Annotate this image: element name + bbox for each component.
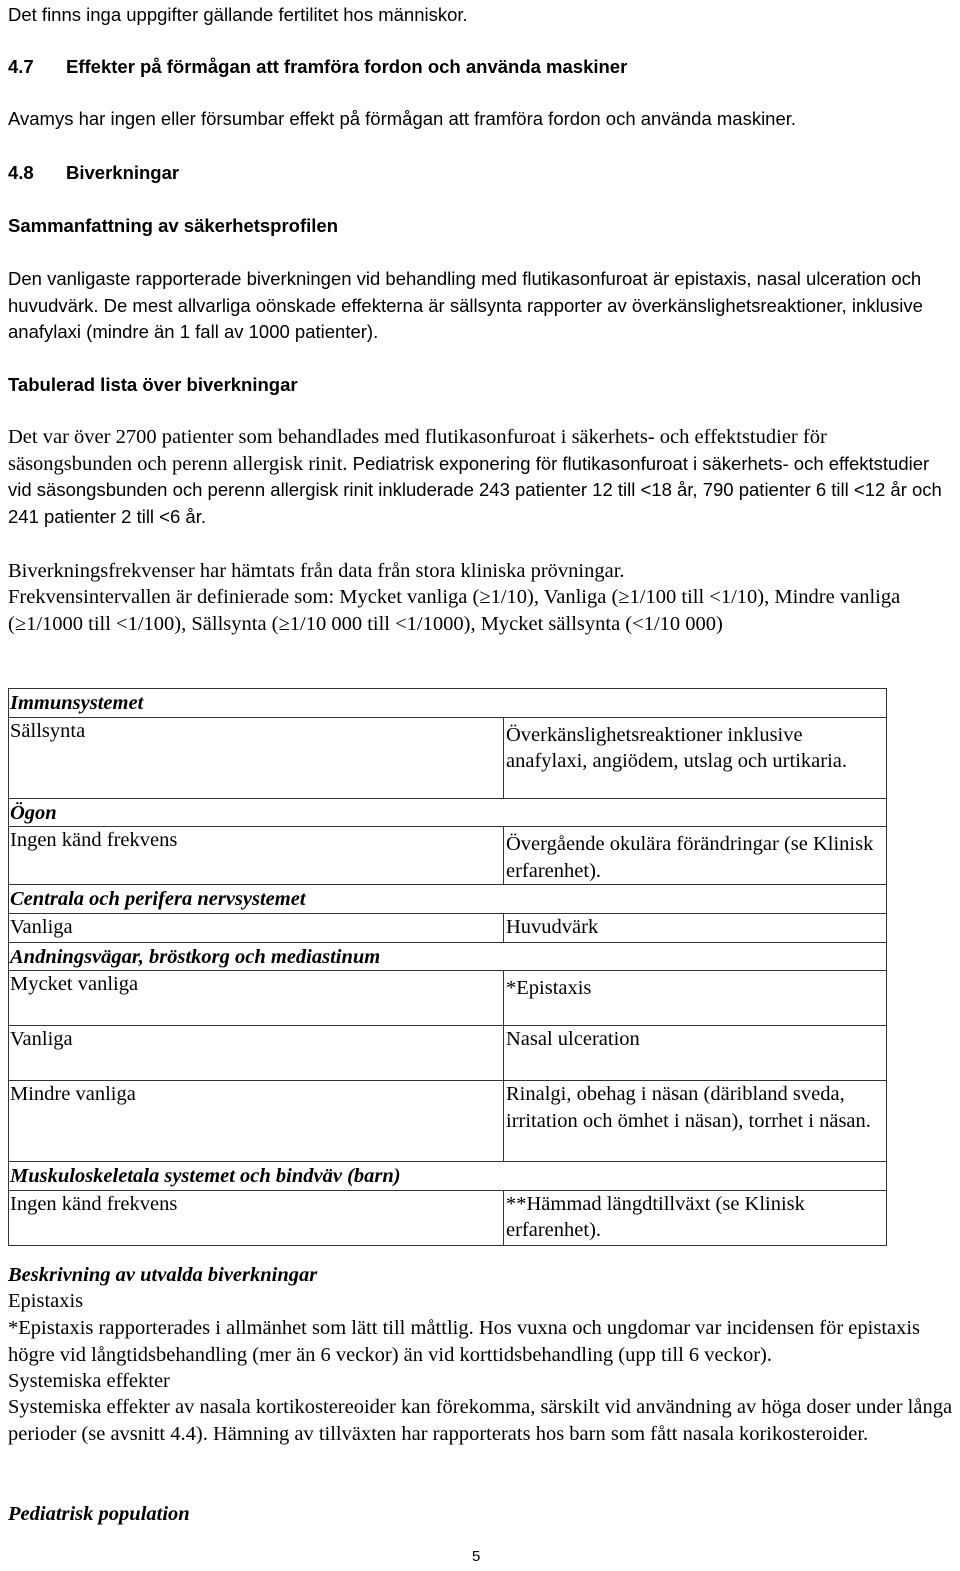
effect-cell: Övergående okulära förändringar (se Klinisk erfarenhet).: [504, 827, 887, 885]
summary-paragraph: [8, 266, 956, 346]
effect-cell: Nasal ulceration: [504, 1026, 887, 1081]
table-row: [9, 913, 887, 942]
summary-heading: Sammanfattning av säkerhetsprofilen: [8, 215, 339, 236]
section-4-8-heading: [8, 160, 956, 187]
epistaxis-text: *Epistaxis rapporterades i allmänhet som lätt till måttlig. Hos vuxna och ungdomar var incidensen för epistaxis högre vid långtidsbehandling (mer än 6 veckor) än vid korttidsbehandling (upp till 6 veckor).: [8, 1317, 921, 1366]
effect-cell: Rinalgi, obehag i näsan (däribland sveda, irritation och ömhet i näsan), torrhet i näsan.: [504, 1081, 887, 1162]
summary-sentence-1: Den vanligaste rapporterade biverkningen vid behandling med flutikasonfuroat är epistaxis, nasal ulceration och huvudvärk.: [8, 268, 922, 316]
frequency-cell: Mindre vanliga: [9, 1081, 504, 1162]
organ-class-label: Immunsystemet: [9, 689, 887, 718]
frequency-cell: Sällsynta: [9, 717, 504, 798]
effect-cell: Huvudvärk: [504, 913, 887, 942]
organ-class-row: [9, 885, 887, 914]
frequency-definition: Frekvensintervallen är definierade som: Mycket vanliga (≥1/10), Vanliga (≥1/100 till <1/10), Mindre vanliga (≥1/1000 till <1/100), Sällsynta (≥1/10 000 till <1/1000), Mycket sällsynta (<1/10 000): [8, 586, 901, 635]
table-row: [9, 827, 887, 885]
organ-class-label: Muskuloskeletala systemet och bindväv (barn): [9, 1162, 887, 1191]
patients-sentence-1: Det var över 2700 patienter som behandlades med flutikasonfuroat i säkerhets- och effektstudier för säsongsbunden och perenn allergisk rinit.: [8, 426, 827, 475]
effect-cell: **Hämmad längdtillväxt (se Klinisk erfarenhet).: [504, 1190, 887, 1245]
table-row: [9, 1026, 887, 1081]
systemic-effects-title: Systemiska effekter: [8, 1370, 170, 1392]
patients-paragraph: [8, 424, 956, 530]
frequency-cell: Ingen känd frekvens: [9, 827, 504, 885]
effect-cell: *Epistaxis: [504, 971, 887, 1026]
section-title: Effekter på förmågan att framföra fordon och använda maskiner: [66, 56, 628, 77]
effect-cell: Överkänslighetsreaktioner inklusive anafylaxi, angiödem, utslag och urtikaria.: [504, 717, 887, 798]
section-number: 4.7: [8, 56, 34, 77]
organ-class-row: [9, 942, 887, 971]
tabulated-list-heading: Tabulerad lista över biverkningar: [8, 374, 298, 395]
table-row: [9, 717, 887, 798]
adverse-reactions-table: [8, 688, 887, 1246]
frequency-cell: Vanliga: [9, 1026, 504, 1081]
section-title: Biverkningar: [66, 162, 180, 183]
table-row: [9, 1081, 887, 1162]
page-number: 5: [472, 1548, 481, 1565]
section-4-7-text: Avamys har ingen eller försumbar effekt på förmågan att framföra fordon och använda maskiner.: [8, 108, 797, 129]
frequency-source: Biverkningsfrekvenser har hämtats från data från stora kliniska prövningar.: [8, 560, 625, 582]
organ-class-row: [9, 689, 887, 718]
section-number: 4.8: [8, 162, 34, 183]
table-row: [9, 1190, 887, 1245]
frequency-cell: Mycket vanliga: [9, 971, 504, 1026]
pediatric-population-heading: Pediatrisk population: [8, 1503, 190, 1525]
epistaxis-title: Epistaxis: [8, 1290, 84, 1312]
organ-class-label: Andningsvägar, bröstkorg och mediastinum: [9, 942, 887, 971]
summary-sentence-2: De mest allvarliga oönskade effekterna är sällsynta rapporter av överkänslighetsreaktioner, inklusive anafylaxi (mindre än 1 fall av 1000 patienter).: [8, 294, 923, 342]
systemic-effects-text: Systemiska effekter av nasala kortikostereoider kan förekomma, särskilt vid användning av höga doser under långa perioder (se avsnitt 4.4). Hämning av tillväxten har rapporterats hos barn som fått nasala korikosteroider.: [8, 1396, 953, 1445]
organ-class-row: [9, 1162, 887, 1191]
selected-reactions-heading: Beskrivning av utvalda biverkningar: [8, 1264, 318, 1286]
table-row: [9, 971, 887, 1026]
organ-class-label: Centrala och perifera nervsystemet: [9, 885, 887, 914]
organ-class-label: Ögon: [9, 798, 887, 827]
frequency-cell: Ingen känd frekvens: [9, 1190, 504, 1245]
organ-class-row: [9, 798, 887, 827]
section-4-7-heading: [8, 54, 956, 81]
patients-sentence-2: Pediatrisk exponering för flutikasonfuroat i säkerhets- och effektstudier vid säsongsbunden och perenn allergisk rinit inkluderade 243 patienter 12 till <18 år, 790 patienter 6 till <12 år och 241 patienter 2 till <6 år.: [8, 452, 942, 527]
fertility-text: Det finns inga uppgifter gällande fertilitet hos människor.: [8, 4, 468, 25]
frequency-cell: Vanliga: [9, 913, 504, 942]
